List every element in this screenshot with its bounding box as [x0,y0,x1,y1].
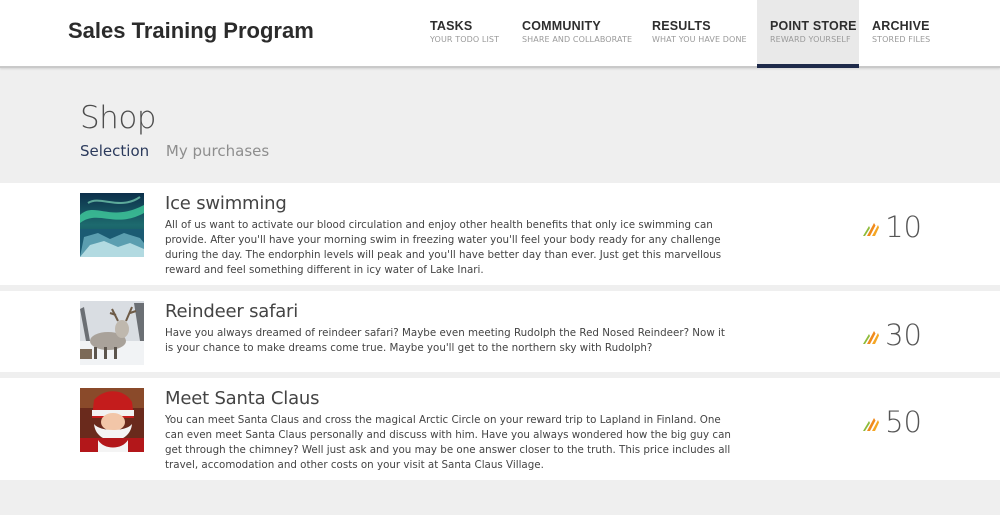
nav-community-subtitle: SHARE AND COLLABORATE [522,35,633,44]
nav-archive-title: ARCHIVE [872,19,930,33]
nav-results[interactable] [639,0,757,68]
nav-tasks-title: TASKS [430,19,473,33]
nav-community[interactable] [509,0,639,68]
nav-community-title: COMMUNITY [522,19,601,33]
price-value: 30 [885,318,922,352]
item-title: Ice swimming [165,193,287,214]
shop-item-meet-santa-claus[interactable] [0,378,1000,480]
aurora-lake-photo [80,193,144,257]
item-description: Have you always dreamed of reindeer safari? Maybe even meeting Rudolph the Red Nosed Reindeer? Now it is your chance to make dreams come true. Maybe you'll get to the northern sky with Rudolph? [165,327,725,354]
points-icon [861,325,881,345]
item-price [861,209,922,245]
price-value: 50 [885,405,922,439]
item-description: All of us want to activate our blood circulation and enjoy other health benefits that only ice swimming can provide. After you'll have your morning swim in freezing water you'll feel your body ready for any challenge during the day. The endorphin levels will peak and you'll have better day than ever. Just get this marvellous reward and feel something different in icy water of Lake Inari. [165,219,722,276]
nav-point-store[interactable] [757,0,859,68]
reindeer-photo [80,301,144,365]
top-header [0,0,1000,68]
points-icon [861,217,881,237]
nav-point-store-subtitle: REWARD YOURSELF [770,35,851,44]
item-price [861,404,922,440]
item-title: Meet Santa Claus [165,388,320,409]
nav-archive[interactable] [859,0,949,68]
santa-claus-photo [80,388,144,452]
nav-point-store-title: POINT STORE [770,19,857,33]
item-price [861,317,922,353]
page-title: Shop [80,100,156,136]
shop-item-ice-swimming[interactable] [0,183,1000,285]
item-description: You can meet Santa Claus and cross the magical Arctic Circle on your reward trip to Lapland in Finland. One can even meet Santa Claus personally and discuss with him. Have you always wondered how the big guy can get through the chimney? Well just ask and you may be one answer closer to the truth. This price includes all travel, accomodation and other costs on your visit at Santa Claus Village. [165,414,731,471]
item-title: Reindeer safari [165,301,299,322]
tab-selection[interactable]: Selection [80,142,150,160]
nav-results-subtitle: WHAT YOU HAVE DONE [652,35,747,44]
tab-my-purchases[interactable]: My purchases [165,142,270,160]
points-icon [861,412,881,432]
app-title: Sales Training Program [68,18,314,43]
nav-tasks[interactable] [417,0,512,68]
shop-tabs [80,142,281,160]
nav-tasks-subtitle: YOUR TODO LIST [430,35,500,44]
price-value: 10 [885,210,922,244]
nav-results-title: RESULTS [652,19,711,33]
nav-archive-subtitle: STORED FILES [872,35,931,44]
shop-item-reindeer-safari[interactable] [0,291,1000,372]
